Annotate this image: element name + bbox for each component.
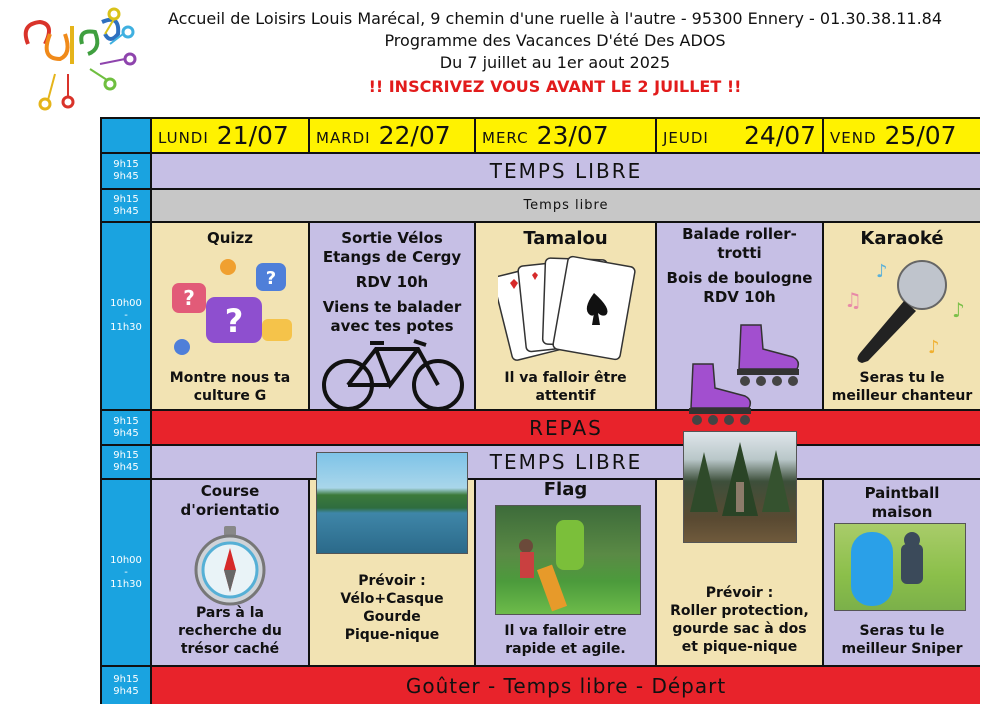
time-slot: [102, 480, 152, 667]
desc-line: rapide et agile.: [505, 641, 626, 657]
desc-line: Gourde: [363, 609, 421, 625]
desc-line: recherche du: [178, 623, 282, 639]
registration-deadline: !! INSCRIVEZ VOUS AVANT LE 2 JUILLET !!: [368, 77, 742, 96]
center-address: Accueil de Loisirs Louis Marécal, 9 chemin d'une ruelle à l'autre - 95300 Ennery - 01.30.38.11.84: [167, 9, 943, 28]
time-start: 10h00: [110, 554, 142, 566]
compass-icon: [190, 526, 270, 606]
time-end: 11h30: [110, 578, 142, 590]
desc-line: Roller protection,: [670, 603, 809, 619]
band-repas: REPAS: [152, 411, 980, 446]
desc-line: gourde sac à dos: [672, 621, 807, 637]
time-start: 9h15: [113, 450, 139, 461]
title-line: maison: [871, 503, 933, 521]
day-name: MARDI: [316, 129, 371, 147]
day-name: MERC: [482, 129, 529, 147]
activity-description: [476, 622, 655, 658]
band-temps-libre-afternoon: TEMPS LIBRE: [152, 446, 980, 480]
activity-description: [824, 622, 980, 658]
time-start: 9h15: [113, 673, 139, 685]
title-line: Sortie Vélos: [341, 229, 443, 247]
microphone-icon: [840, 257, 970, 367]
activity-description: [152, 604, 308, 658]
time-end: 9h45: [113, 205, 139, 217]
band-gouter: Goûter - Temps libre - Départ: [152, 667, 980, 704]
activity-title: [310, 229, 474, 267]
time-end: 9h45: [113, 171, 139, 182]
activity-description: [824, 369, 980, 405]
desc-line: avec tes potes: [330, 317, 454, 335]
title-line: Etangs de Cergy: [322, 248, 462, 266]
svg-text:?: ?: [183, 286, 195, 310]
time-start: 10h00: [110, 298, 142, 309]
activity-title: Karaoké: [860, 228, 944, 249]
desc-line: meilleur Sniper: [841, 641, 963, 657]
paintball-photo: [834, 523, 966, 611]
meeting-time: RDV 10h: [355, 273, 429, 291]
day-date: 22/07: [378, 121, 451, 150]
activity-description: [476, 369, 655, 405]
activity-quizz: [152, 223, 310, 411]
day-header-monday: [152, 119, 310, 154]
desc-line: meilleur chanteur: [831, 388, 973, 404]
day-header-friday: [824, 119, 980, 154]
activity-karaoke: [824, 223, 980, 411]
svg-text:?: ?: [224, 302, 244, 340]
program-dates: Du 7 juillet au 1er aout 2025: [439, 53, 671, 72]
desc-line: attentif: [535, 388, 596, 404]
time-end: 9h45: [113, 685, 139, 697]
svg-text:?: ?: [265, 268, 277, 289]
day-name: JEUDI: [663, 129, 709, 147]
time-end: 11h30: [110, 322, 142, 333]
title-line: Paintball: [864, 484, 940, 502]
desc-line: culture G: [193, 388, 267, 404]
title-line: Balade roller-: [682, 225, 797, 243]
desc-line: Viens te balader: [322, 298, 462, 316]
time-dash: -: [124, 310, 128, 321]
corner-cell: [102, 119, 152, 154]
time-end: 9h45: [113, 427, 139, 439]
desc-line: et pique-nique: [681, 639, 798, 655]
desc-line: Prévoir :: [705, 585, 774, 601]
title-line: d'orientatio: [180, 501, 280, 519]
activity-title: [152, 482, 308, 520]
roller-skate-icon: [683, 358, 763, 428]
activity-title: Quizz: [206, 229, 254, 247]
desc-line: Montre nous ta: [169, 370, 291, 386]
time-slot: [102, 190, 152, 223]
desc-line: Prévoir :: [358, 573, 426, 589]
ados-logo: [10, 4, 140, 114]
program-header: [140, 8, 970, 100]
activity-description: [152, 369, 308, 405]
quiz-bubbles-icon: [166, 257, 296, 357]
time-end: 9h45: [113, 462, 139, 473]
flag-football-photo: [495, 505, 641, 615]
title-line: Bois de boulogne: [666, 269, 813, 287]
activity-sortie-velos: [310, 223, 476, 411]
desc-line: Il va falloir etre: [504, 623, 627, 639]
desc-line: Vélo+Casque: [340, 591, 444, 607]
activity-description: [657, 584, 822, 656]
day-name: LUNDI: [158, 129, 209, 147]
time-start: 9h15: [113, 159, 139, 170]
desc-line: Seras tu le: [859, 623, 945, 639]
activity-location: [657, 269, 822, 307]
activity-title: Flag: [543, 480, 588, 500]
day-date: 25/07: [884, 121, 957, 150]
activity-title: Tamalou: [523, 228, 608, 249]
day-header-wednesday: [476, 119, 657, 154]
day-header-tuesday: [310, 119, 476, 154]
time-slot: [102, 667, 152, 704]
band-temps-libre: TEMPS LIBRE: [152, 154, 980, 190]
day-header-thursday: [657, 119, 824, 154]
forest-photo: [683, 431, 797, 543]
day-date: 21/07: [216, 121, 289, 150]
activity-title: [657, 225, 822, 263]
time-slot: [102, 223, 152, 411]
activity-tamalou: [476, 223, 657, 411]
svg-text:♪: ♪: [928, 337, 940, 358]
title-line: trotti: [717, 244, 762, 262]
activity-description: [310, 298, 474, 336]
title-line: Course: [200, 482, 260, 500]
desc-line: Pars à la: [195, 605, 264, 621]
time-start: 9h15: [113, 415, 139, 427]
svg-text:♪: ♪: [876, 261, 888, 282]
activity-title: [824, 484, 980, 522]
desc-line: Pique-nique: [344, 627, 440, 643]
time-slot: [102, 154, 152, 190]
day-date: 24/07: [743, 121, 816, 150]
activity-course-orientation: [152, 480, 310, 667]
band-temps-libre-small: Temps libre: [152, 190, 980, 223]
time-dash: -: [124, 566, 128, 578]
svg-text:♪: ♪: [952, 298, 965, 322]
time-slot: [102, 411, 152, 446]
desc-line: Seras tu le: [859, 370, 945, 386]
desc-line: Il va falloir être: [504, 370, 627, 386]
activity-description: [310, 572, 474, 644]
title-line: RDV 10h: [703, 288, 776, 306]
bicycle-icon: [318, 339, 468, 411]
day-date: 23/07: [536, 121, 609, 150]
playing-cards-icon: [498, 255, 638, 365]
program-title: Programme des Vacances D'été Des ADOS: [384, 31, 726, 50]
desc-line: trésor caché: [180, 641, 280, 657]
svg-text:♫: ♫: [844, 288, 862, 312]
time-start: 9h15: [113, 193, 139, 205]
lake-photo: [316, 452, 468, 554]
time-slot: [102, 446, 152, 480]
day-name: VEND: [830, 129, 877, 147]
